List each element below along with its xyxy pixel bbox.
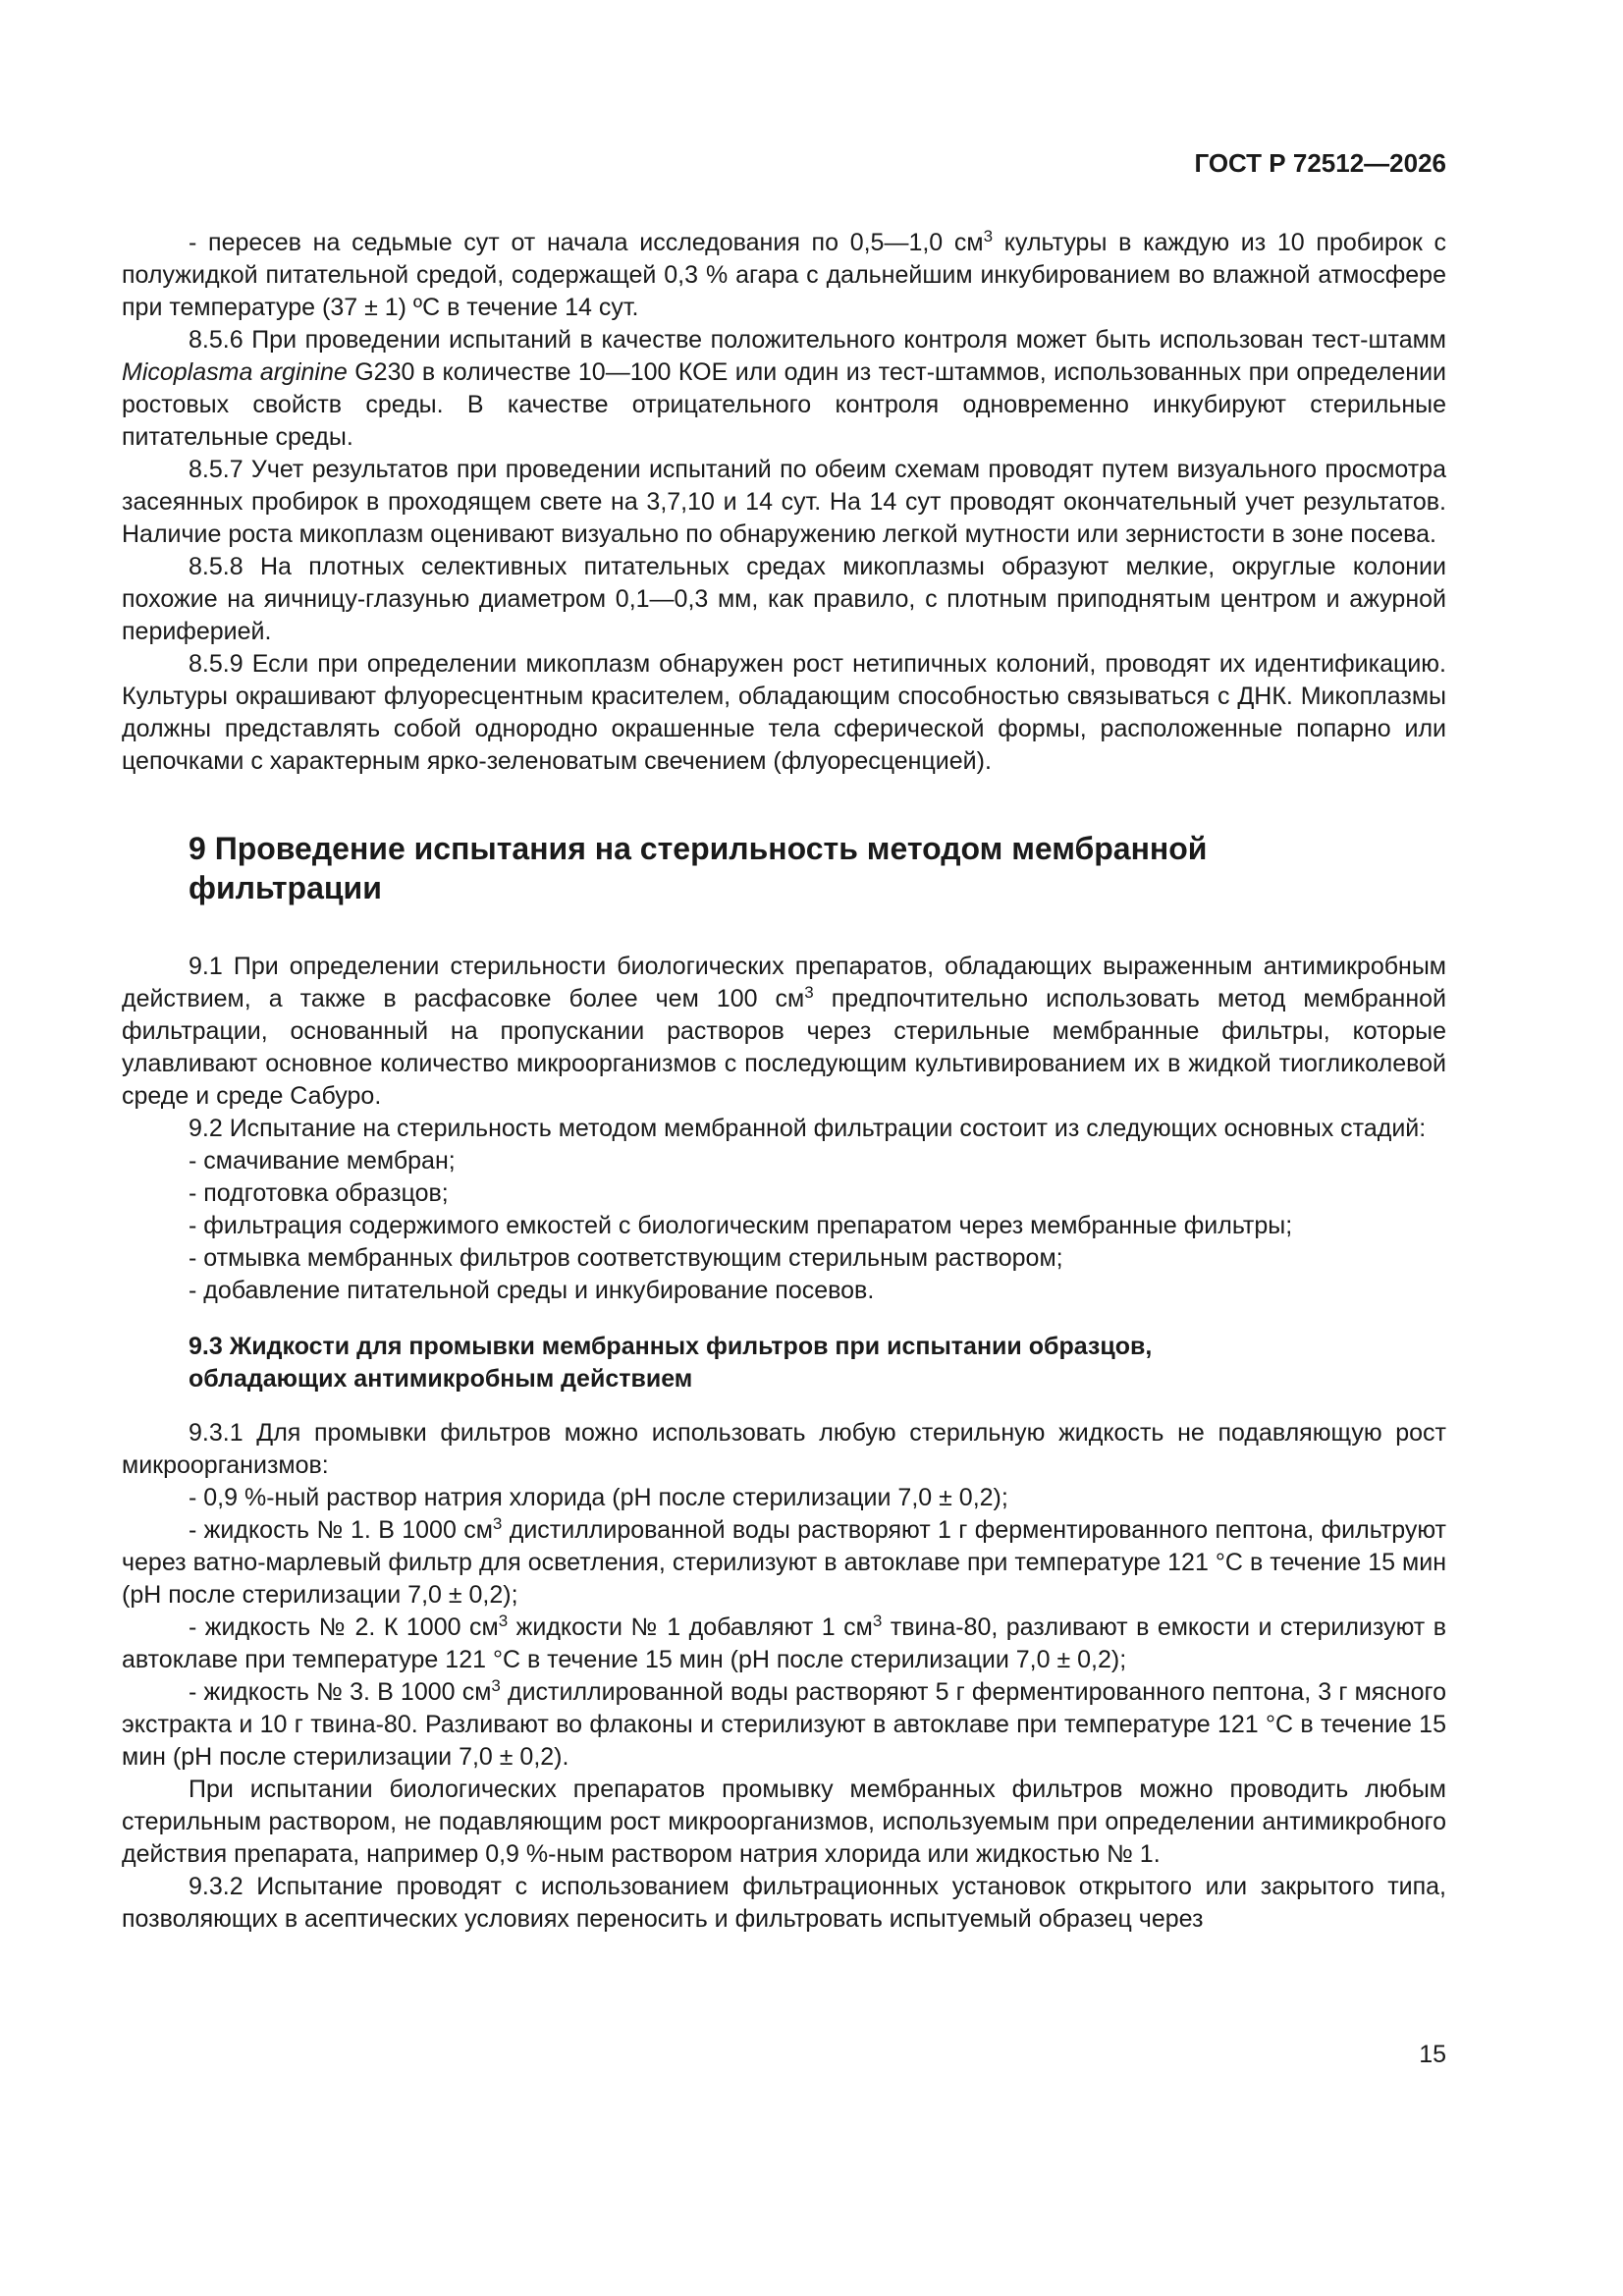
list-item: - подготовка образцов; bbox=[189, 1179, 449, 1207]
superscript: 3 bbox=[492, 1514, 503, 1533]
list-item: - добавление питательной среды и инкубирование посевов. bbox=[189, 1277, 875, 1304]
text-run: G230 в количестве 10—100 КОЕ или один из тест-штаммов, использованных при определении ростовых свойств среды. В качестве отрицательного контроля одновременно инкубируют стерильные питательные среды. bbox=[122, 358, 1447, 451]
list-item: - фильтрация содержимого емкостей с биологическим препаратом через мембранные фильтры; bbox=[189, 1212, 1293, 1239]
superscript: 3 bbox=[498, 1612, 509, 1630]
page-number: 15 bbox=[1419, 2041, 1446, 2068]
text-run: - жидкость № 3. В 1000 см bbox=[189, 1678, 492, 1706]
species-name: Micoplasma arginine bbox=[122, 358, 348, 386]
paragraph-intro bbox=[122, 227, 1446, 324]
list-item-liquid-2 bbox=[122, 1612, 1446, 1676]
text-run: предпочтительно использовать метод мембранной фильтрации, основанный на пропускании растворов через стерильные мембранные фильтры, которые улавливают основное количество микроорганизмов с последующим культивированием их в жидкой тиогликолевой среде и среде Сабуро. bbox=[122, 985, 1446, 1110]
section-9-3-heading bbox=[189, 1331, 1446, 1395]
text-run: твина-80, разливают в емкости и стерилизуют в автоклаве при температуре 121 °С в течение 15 мин (pH после стерилизации 7,0 ± 0,2); bbox=[122, 1613, 1446, 1673]
text-run: - жидкость № 1. В 1000 см bbox=[189, 1516, 493, 1544]
paragraph-9-1 bbox=[122, 951, 1446, 1113]
paragraph-9-3-2: 9.3.2 Испытание проводят с использованием фильтрационных установок открытого или закрытого типа, позволяющих в асептических условиях переносить и фильтровать испытуемый образец через bbox=[122, 1873, 1446, 1933]
paragraph-9-2: 9.2 Испытание на стерильность методом мембранной фильтрации состоит из следующих основных стадий: bbox=[189, 1115, 1427, 1142]
heading-line: 9.3 Жидкости для промывки мембранных фильтров при испытании образцов, bbox=[189, 1333, 1153, 1360]
paragraph-wash: При испытании биологических препаратов промывку мембранных фильтров можно проводить любым стерильным раствором, не подавляющим рост микроорганизмов, используемым при определении антимикробного действия препарата, например 0,9 %-ным раствором натрия хлорида или жидкостью № 1. bbox=[122, 1776, 1446, 1868]
superscript: 3 bbox=[872, 1612, 883, 1630]
heading-line: 9 Проведение испытания на стерильность методом мембранной bbox=[189, 831, 1208, 866]
list-item-liquid-0: - 0,9 %-ный раствор натрия хлорида (pH после стерилизации 7,0 ± 0,2); bbox=[189, 1484, 1008, 1511]
text-run: жидкости № 1 добавляют 1 см bbox=[508, 1613, 873, 1641]
heading-line: фильтрации bbox=[189, 870, 382, 905]
list-item-liquid-1 bbox=[122, 1514, 1446, 1612]
superscript: 3 bbox=[804, 983, 814, 1002]
document-body bbox=[122, 227, 1446, 1936]
text-run: 8.5.6 При проведении испытаний в качестве положительного контроля может быть использован тест-штамм bbox=[189, 326, 1446, 354]
superscript: 3 bbox=[983, 227, 994, 246]
text-run: - жидкость № 2. К 1000 см bbox=[189, 1613, 499, 1641]
paragraph-8-5-8: 8.5.8 На плотных селективных питательных средах микоплазмы образуют мелкие, округлые колонии похожие на яичницу-глазунью диаметром 0,1—0,3 мм, как правило, с плотным приподнятым центром и ажурной периферией. bbox=[122, 553, 1446, 645]
text-run: культуры в каждую из 10 пробирок с полужидкой питательной средой, содержащей 0,3 % агара с дальнейшим инкубированием во влажной атмосфере при температуре (37 ± 1) ºС в течение 14 сут. bbox=[122, 229, 1446, 321]
paragraph-8-5-9: 8.5.9 Если при определении микоплазм обнаружен рост нетипичных колоний, проводят их идентификацию. Культуры окрашивают флуоресцентным красителем, обладающим способностью связываться с ДНК. Микоплазмы должны представлять собой однородно окрашенные тела сферической формы, расположенные попарно или цепочками с характерным ярко-зеленоватым свечением (флуоресценцией). bbox=[122, 650, 1446, 775]
list-item-liquid-3 bbox=[122, 1676, 1446, 1774]
superscript: 3 bbox=[491, 1676, 501, 1695]
text-run: 9.1 При определении стерильности биологических препаратов, обладающих выраженным антимикробным действием, а также в расфасовке более чем 100 см bbox=[122, 953, 1446, 1012]
text-run: дистиллированной воды растворяют 5 г ферментированного пептона, 3 г мясного экстракта и 10 г твина-80. Разливают во флаконы и стерилизуют в автоклаве при температуре 121 °С в течение 15 мин (pH после стерилизации 7,0 ± 0,2). bbox=[122, 1678, 1446, 1771]
list-item: - отмывка мембранных фильтров соответствующим стерильным раствором; bbox=[189, 1244, 1063, 1272]
heading-line: обладающих антимикробным действием bbox=[189, 1365, 693, 1393]
text-run: - пересев на седьмые сут от начала исследования по 0,5—1,0 см bbox=[189, 229, 984, 256]
paragraph-9-3-1: 9.3.1 Для промывки фильтров можно использовать любую стерильную жидкость не подавляющую рост микроорганизмов: bbox=[122, 1419, 1446, 1479]
paragraph-8-5-6 bbox=[122, 324, 1446, 454]
section-9-heading bbox=[189, 829, 1446, 907]
text-run: дистиллированной воды растворяют 1 г ферментированного пептона, фильтруют через ватно-марлевый фильтр для осветления, стерилизуют в автоклаве при температуре 121 °С в течение 15 мин (pH после стерилизации 7,0 ± 0,2); bbox=[122, 1516, 1446, 1609]
document-header: ГОСТ Р 72512—2026 bbox=[1194, 148, 1446, 178]
list-item: - смачивание мембран; bbox=[189, 1147, 456, 1175]
paragraph-8-5-7: 8.5.7 Учет результатов при проведении испытаний по обеим схемам проводят путем визуального просмотра засеянных пробирок в проходящем свете на 3,7,10 и 14 сут. На 14 сут проводят окончательный учет результатов. Наличие роста микоплазм оценивают визуально по обнаружению легкой мутности или зернистости в зоне посева. bbox=[122, 456, 1446, 548]
